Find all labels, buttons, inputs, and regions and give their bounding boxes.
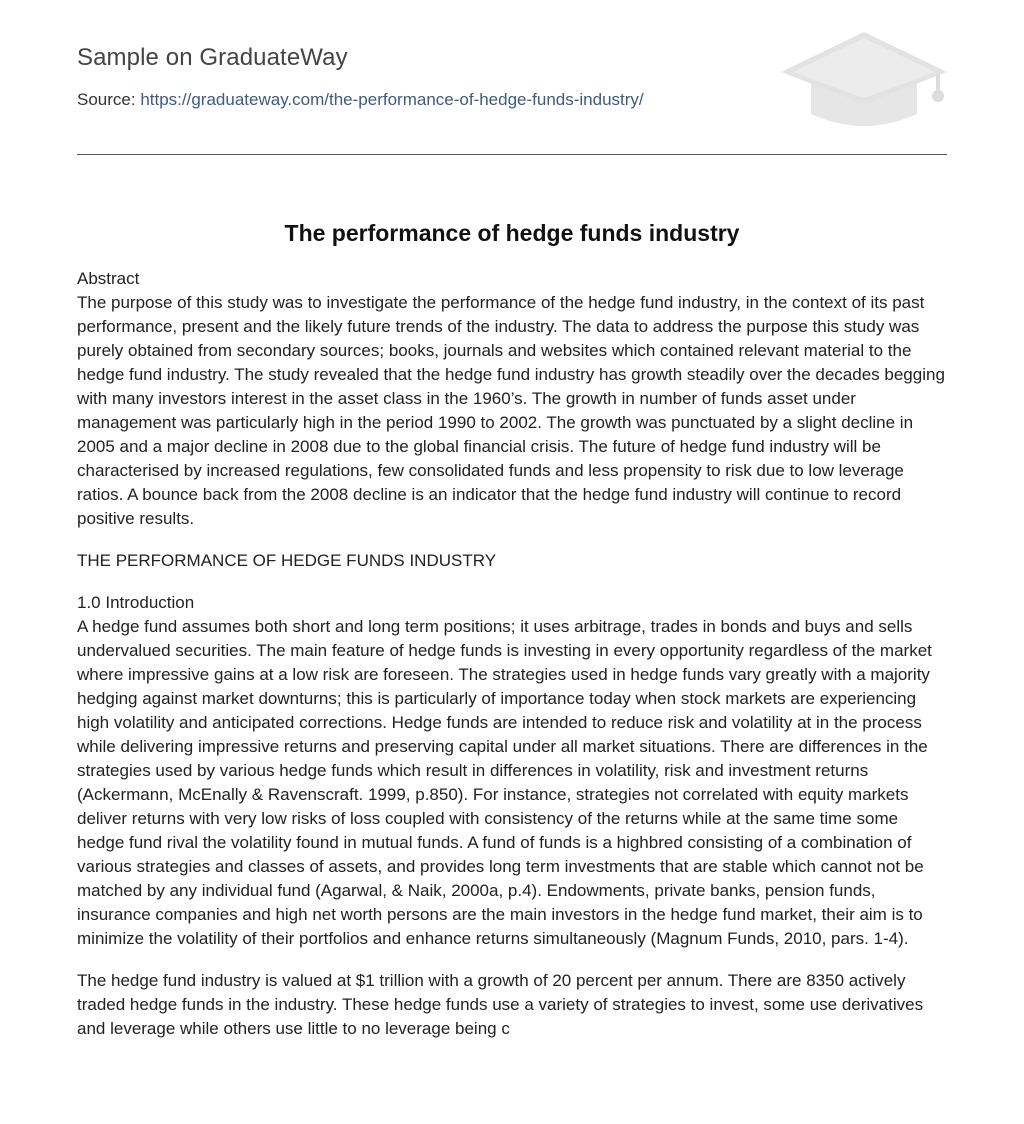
- intro-text: A hedge fund assumes both short and long term positions; it uses arbitrage, trades in bonds and buys and sells undervalued securities. The main feature of hedge funds is investing in every opportunity regardless of the market where impressive gains at a low risk are foreseen. The strategies used in hedge funds vary greatly with a majority hedging against market downturns; this is particularly of importance today when stock markets are experiencing high volatility and anticipated corrections. Hedge funds are intended to reduce risk and volatility at in the process while delivering impressive returns and preserving capital under all market situations. There are differences in the strategies used by various hedge funds which result in differences in volatility, risk and investment returns (Ackermann, McEnally & Ravenscraft. 1999, p.850). For instance, strategies not correlated with equity markets deliver returns with very low risks of loss coupled with consistency of the returns while at the same time some hedge fund rival the volatility found in mutual funds. A fund of funds is a highbred consisting of a combination of various strategies and classes of assets, and provides long term investments that are stable which cannot not be matched by any individual fund (Agarwal, & Naik, 2000a, p.4). Endowments, private banks, pension funds, insurance companies and high net worth persons are the main investors in the hedge fund market, their aim is to minimize the volatility of their portfolios and enhance returns simultaneously (Magnum Funds, 2010, pars. 1-4).: [77, 617, 932, 948]
- document-body: [77, 267, 949, 1059]
- source-label: Source:: [77, 90, 136, 109]
- abstract-block: [77, 267, 949, 531]
- abstract-text: The purpose of this study was to investigate the performance of the hedge fund industry, in the context of its past performance, present and the likely future trends of the industry. The data to address the purpose this study was purely obtained from secondary sources; books, journals and websites which contained relevant material to the hedge fund industry. The study revealed that the hedge fund industry has growth steadily over the decades begging with many investors interest in the asset class in the 1960’s. The growth in number of funds asset under management was particularly high in the period 1990 to 2002. The growth was punctuated by a slight decline in 2005 and a major decline in 2008 due to the global financial crisis. The future of hedge fund industry will be characterised by increased regulations, few consolidated funds and less propensity to risk due to low leverage ratios. A bounce back from the 2008 decline is an indicator that the hedge fund industry will continue to record positive results.: [77, 293, 945, 528]
- page: [77, 0, 947, 1038]
- paragraph-3: The hedge fund industry is valued at $1 trillion with a growth of 20 percent per annum. There are 8350 actively traded hedge funds in the industry. These hedge funds use a variety of strategies to invest, some use derivatives and leverage while others use little to no leverage being c: [77, 971, 924, 1038]
- intro-heading: 1.0 Introduction: [77, 593, 195, 612]
- header: [77, 0, 947, 155]
- graduation-cap-icon: [781, 30, 947, 134]
- document-title: The performance of hedge funds industry: [284, 220, 740, 247]
- site-name: Sample on GraduateWay: [77, 44, 348, 71]
- section-title: THE PERFORMANCE OF HEDGE FUNDS INDUSTRY: [77, 551, 497, 570]
- header-divider: [77, 154, 947, 155]
- abstract-heading: Abstract: [77, 269, 140, 288]
- source-line: [77, 90, 644, 110]
- source-link[interactable]: https://graduateway.com/the-performance-of-hedge-funds-industry/: [140, 90, 644, 109]
- introduction-block: [77, 591, 949, 951]
